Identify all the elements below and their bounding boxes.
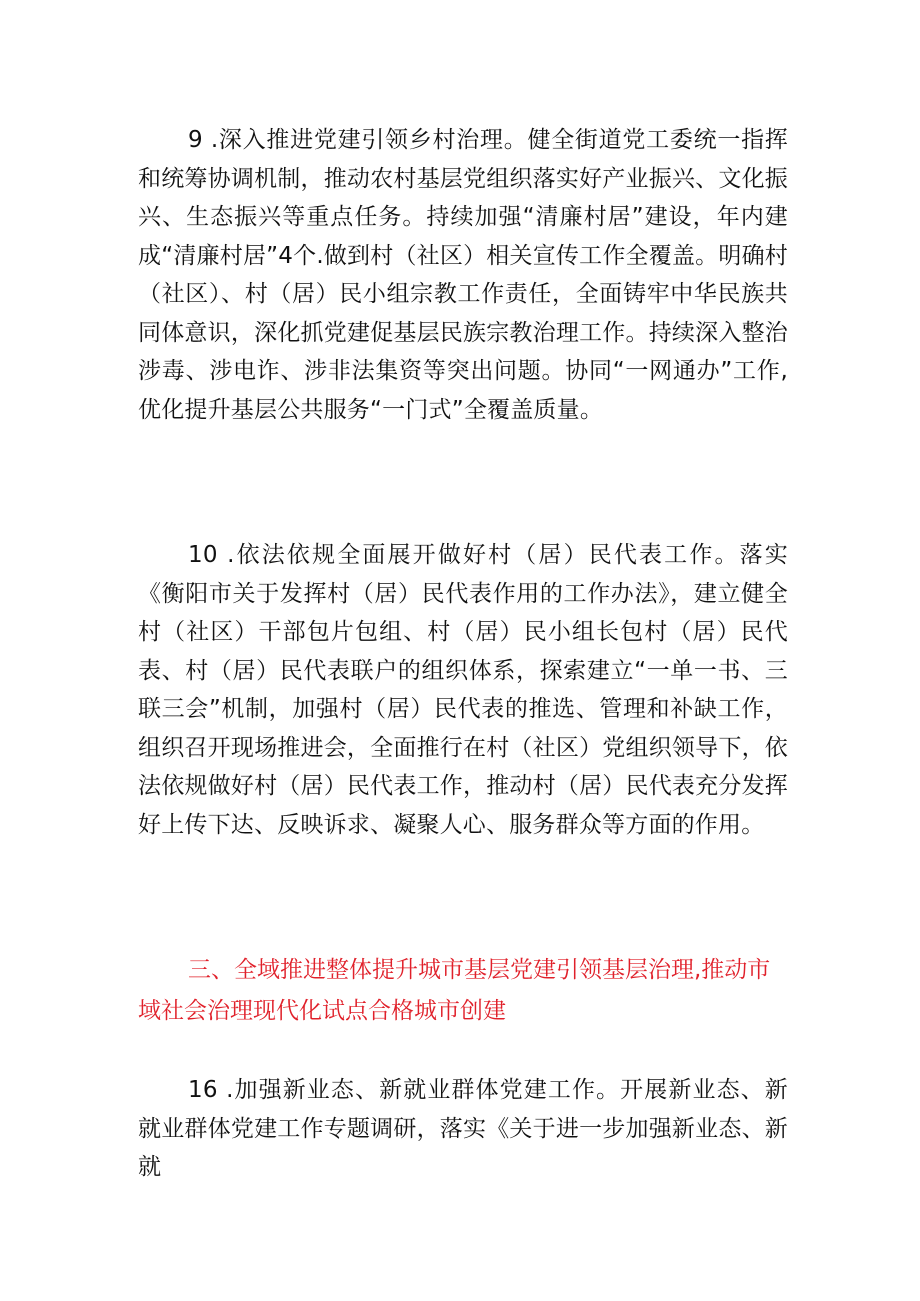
- paragraph-item-16: 16 .加强新业态、新就业群体党建工作。开展新业态、新就业群体党建工作专题调研，落实《关于进一步加强新业态、新就: [138, 1077, 788, 1180]
- paragraph-item-9: 9 .深入推进党建引领乡村治理。健全街道党工委统一指挥和统筹协调机制，推动农村基层党组织落实好产业振兴、文化振兴、生态振兴等重点任务。持续加强“清廉村居”建设，年内建成“清廉村居”4个.做到村（社区）相关宣传工作全覆盖。明确村（社区）、村（居）民小组宗教工作责任，全面铸牢中华民族共同体意识，深化抓党建促基层民族宗教治理工作。持续深入整治涉毒、涉电诈、涉非法集资等突出问题。协同“一网通办”工作,优化提升基层公共服务“一门式”全覆盖质量。: [138, 127, 788, 423]
- section-heading-3: 三、全域推进整体提升城市基层党建引领基层治理,推动市域社会治理现代化试点合格城市创建: [138, 957, 771, 1024]
- paragraph-item-10: 10 .依法依规全面展开做好村（居）民代表工作。落实《衡阳市关于发挥村（居）民代表作用的工作办法》，建立健全村（社区）干部包片包组、村（居）民小组长包村（居）民代表、村（居）民代表联户的组织体系，探索建立“一单一书、三联三会”机制，加强村（居）民代表的推选、管理和补缺工作，组织召开现场推进会，全面推行在村（社区）党组织领导下，依法依规做好村（居）民代表工作，推动村（居）民代表充分发挥好上传下达、反映诉求、凝聚人心、服务群众等方面的作用。: [138, 542, 788, 838]
